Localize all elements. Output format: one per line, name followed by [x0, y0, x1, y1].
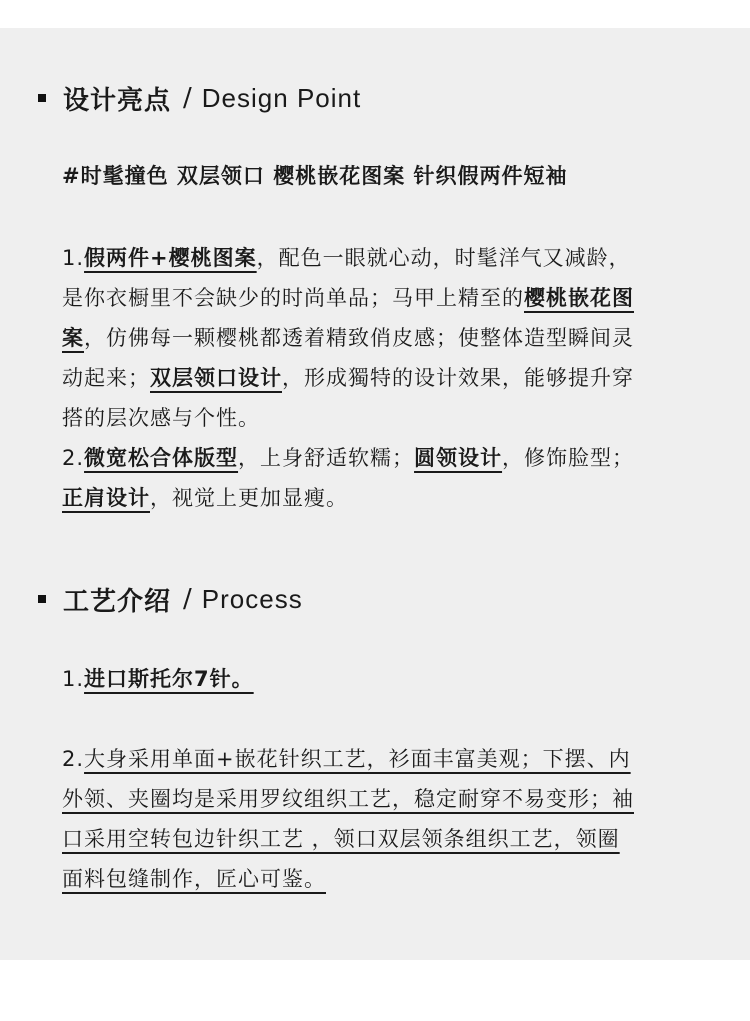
highlight-text: 圆领设计 [414, 446, 503, 470]
body-text: ，配色一眼就心动，时髦洋气又减龄， [256, 246, 631, 270]
body-text: 面料包缝制作，匠心可鉴。 [62, 867, 326, 891]
body-text: 外领、夹圈均是采用罗纹组织工艺，稳定耐穿不易变形；袖 [62, 787, 634, 811]
text-line [62, 438, 732, 478]
highlight-text: 假两件+樱桃图案 [84, 246, 257, 270]
body-text: ，仿佛每一颗樱桃都透着精致俏皮感；使整体造型瞬间灵 [84, 326, 634, 350]
highlight-text: 案 [62, 326, 84, 350]
design-description [62, 238, 732, 518]
text-line [62, 859, 732, 899]
process-title-en: Process [201, 583, 303, 614]
process-item-1 [62, 659, 732, 699]
body-text: ，修饰脸型； [502, 446, 635, 470]
highlight-text: 微宽松合体版型 [84, 446, 239, 470]
content-panel [0, 28, 750, 960]
title-separator: / [183, 83, 192, 113]
highlight-text: 进口斯托尔7针。 [84, 667, 254, 691]
title-separator: / [183, 584, 192, 614]
body-text: ，上身舒适软糯； [238, 446, 415, 470]
design-title-cn: 设计亮点 [63, 85, 172, 116]
text-line [62, 659, 732, 699]
highlight-text: 正肩设计 [62, 486, 150, 510]
process-section-heading [38, 579, 303, 619]
bullet-square-icon [38, 94, 46, 102]
body-text: ，形成獨特的设计效果，能够提升穿 [282, 366, 634, 390]
body-text: 搭的层次感与个性。 [62, 406, 260, 430]
design-tags: #时髦撞色 双层领口 樱桃嵌花图案 针织假两件短袖 [62, 164, 568, 188]
text-line [62, 779, 732, 819]
text-line [62, 739, 732, 779]
process-item-2 [62, 739, 732, 899]
text-line [62, 278, 732, 318]
text-line [62, 318, 732, 358]
text-line [62, 238, 732, 278]
body-text: 1. [62, 246, 85, 270]
text-line [62, 819, 732, 859]
highlight-text: 双层领口设计 [150, 366, 282, 390]
body-text: ，视觉上更加显瘦。 [150, 486, 348, 510]
body-text: 大身采用单面+嵌花针织工艺，衫面丰富美观；下摆、内 [84, 747, 631, 771]
text-line [62, 358, 732, 398]
body-text: 动起来； [62, 366, 150, 390]
body-text: 1. [62, 667, 85, 691]
body-text: 2. [62, 446, 85, 470]
design-title-en: Design Point [201, 82, 362, 113]
text-line [62, 478, 732, 518]
text-line [62, 398, 732, 438]
design-section-heading [38, 78, 361, 118]
body-text: 是你衣橱里不会缺少的时尚单品；马甲上精至的 [62, 286, 524, 310]
process-title-cn: 工艺介绍 [63, 586, 172, 617]
highlight-text: 樱桃嵌花图 [524, 286, 634, 310]
bullet-square-icon [38, 595, 46, 603]
body-text: 口采用空转包边针织工艺 ，领口双层领条组织工艺，领圈 [62, 827, 620, 851]
body-text: 2. [62, 747, 85, 771]
